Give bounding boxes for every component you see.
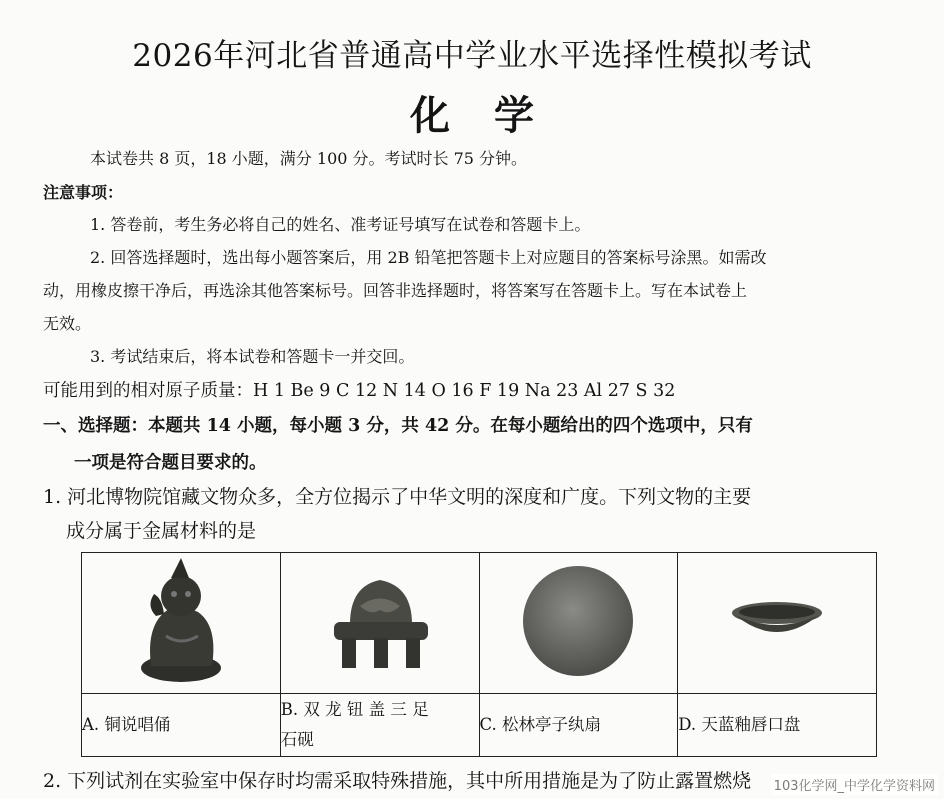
artifact-table (81, 552, 877, 757)
artifact-image-d (678, 553, 877, 694)
exam-intro: 本试卷共 8 页，18 小题，满分 100 分。考试时长 75 分钟。 (90, 149, 528, 168)
subject-title: 化学 (410, 92, 578, 139)
artifact-image-b (280, 553, 479, 694)
artifact-image-a (82, 553, 281, 694)
silk-fan-icon (518, 561, 638, 681)
option-d: D. 天蓝釉唇口盘 (678, 694, 877, 757)
notice-1: 1. 答卷前，考生务必将自己的姓名、准考证号填写在试卷和答题卡上。 (90, 215, 591, 234)
notice-2-line2: 动，用橡皮擦干净后，再选涂其他答案标号。回答非选择题时，将答案写在答题卡上。写在本试卷上 (43, 281, 748, 300)
glazed-plate-icon (727, 591, 827, 651)
inkstone-icon (320, 566, 440, 676)
exam-title: 2026年河北省普通高中学业水平选择性模拟考试 (132, 38, 812, 74)
bronze-figurine-icon (126, 556, 236, 686)
watermark: 103化学网_中学化学资料网 (771, 774, 938, 795)
notice-2-line3: 无效。 (43, 314, 92, 333)
artifact-image-c (479, 553, 678, 694)
notice-heading: 注意事项： (43, 183, 124, 202)
question-1-line1: 1. 河北博物院馆藏文物众多，全方位揭示了中华文明的深度和广度。下列文物的主要 (43, 486, 752, 508)
question-1-line2: 成分属于金属材料的是 (66, 520, 257, 542)
option-c: C. 松林亭子纨扇 (479, 694, 678, 757)
option-a: A. 铜说唱俑 (82, 694, 281, 757)
option-b: B. 双 龙 钮 盖 三 足 石砚 (280, 694, 479, 757)
atomic-masses: 可能用到的相对原子质量：H 1 Be 9 C 12 N 14 O 16 F 19 Na 23 Al 27 S 32 (43, 381, 676, 401)
question-2-line1: 2. 下列试剂在实验室中保存时均需采取特殊措施，其中所用措施是为了防止露置燃烧 (43, 770, 752, 792)
section1-line2: 一项是符合题目要求的。 (74, 453, 267, 473)
section1-line1: 一、选择题：本题共 14 小题，每小题 3 分，共 42 分。在每小题给出的四个选项中，只有 (43, 416, 753, 436)
notice-3: 3. 考试结束后，将本试卷和答题卡一并交回。 (90, 347, 415, 366)
notice-2-line1: 2. 回答选择题时，选出每小题答案后，用 2B 铅笔把答题卡上对应题目的答案标号涂黑。如需改 (90, 248, 767, 267)
